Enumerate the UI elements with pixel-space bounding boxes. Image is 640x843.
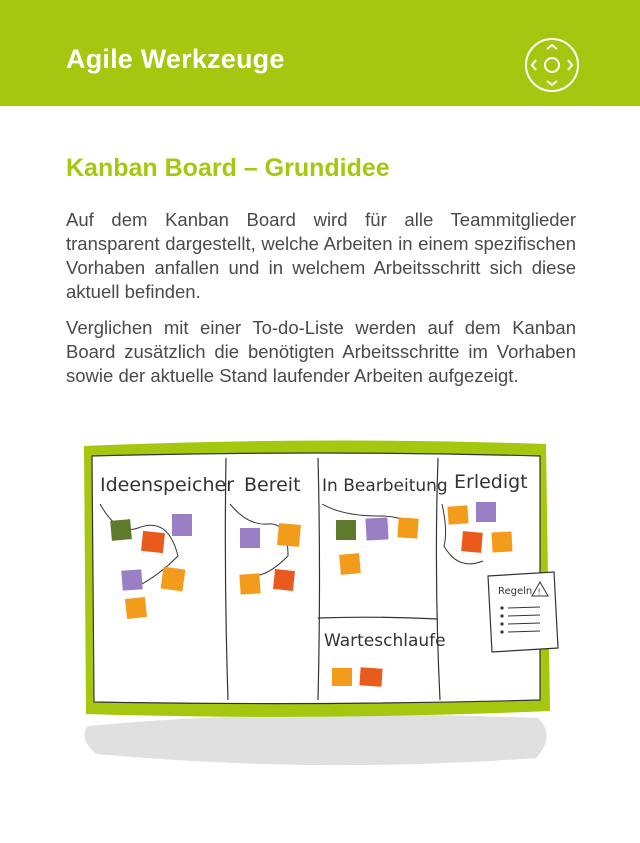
sticky-note [273, 569, 295, 591]
column-erledigt: Erledigt [454, 471, 528, 493]
header-title: Agile Werkzeuge [66, 44, 285, 74]
sticky-note [461, 531, 483, 553]
sticky-note [332, 668, 352, 686]
paragraph-comparison: Verglichen mit einer To-do-Liste werden auf dem Kanban Board zusätzlich die benötigten Arbeitsschritte im Vorhaben sowie der aktuelle Stand laufender Arbeiten aufgezeigt. [66, 317, 576, 386]
svg-text:!: ! [537, 587, 541, 597]
rules-label: Regeln [498, 586, 533, 597]
sticky-note [359, 667, 382, 686]
sticky-note [277, 523, 301, 547]
sticky-note [447, 505, 468, 524]
sticky-note [141, 531, 165, 553]
paragraph-intro: Auf dem Kanban Board wird für alle Teammitglieder transparent dargestellt, welche Arbeiten in einem spezifischen Vorhaben anfallen und in welchem Arbeitsschritt sich diese aktuell befinden. [66, 209, 576, 302]
rules-sheet [488, 572, 558, 652]
kanban-board-illustration [78, 436, 568, 781]
sticky-note [240, 528, 260, 548]
sticky-note [125, 597, 147, 619]
sticky-note [161, 567, 186, 592]
directional-pad-icon[interactable] [524, 37, 580, 93]
sticky-note [121, 569, 142, 590]
sticky-note [397, 517, 418, 538]
sticky-note [336, 520, 356, 540]
sticky-note [339, 553, 361, 575]
sticky-note [365, 517, 388, 540]
main-content [66, 150, 576, 400]
column-ideenspeicher: Ideenspeicher [100, 474, 235, 496]
column-in-bearbeitung: In Bearbeitung [322, 476, 448, 496]
sticky-note [491, 531, 512, 552]
app-header [0, 0, 640, 106]
section-title: Kanban Board – Grundidee [66, 154, 390, 182]
sticky-note [239, 573, 260, 594]
sticky-note [476, 502, 496, 522]
sticky-note [172, 514, 192, 536]
column-bereit: Bereit [244, 474, 301, 496]
column-warteschlaufe: Warteschlaufe [324, 631, 446, 651]
sticky-note [110, 519, 132, 541]
board-shadow [84, 714, 546, 765]
